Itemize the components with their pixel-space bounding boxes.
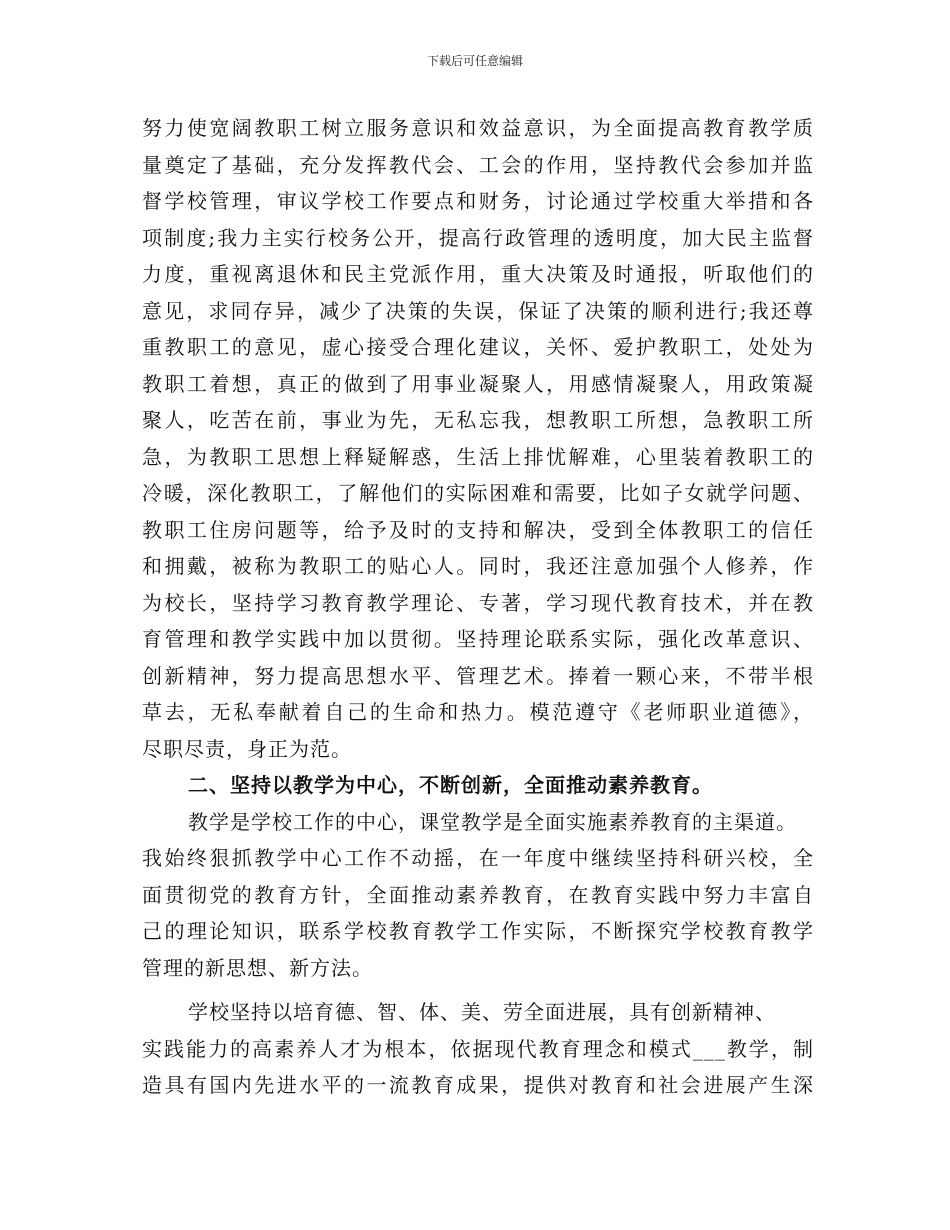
paragraph-3 [142, 994, 814, 1104]
document-body [142, 110, 814, 1104]
text-line: 冷暖，深化教职工，了解他们的实际困难和需要，比如子女就学问题、 [142, 481, 814, 505]
text-line: 教职工住房问题等，给予及时的支持和解决，受到全体教职工的信任 [142, 517, 814, 542]
text-line: 教职工着想，真正的做到了用事业凝聚人，用感情凝聚人，用政策凝 [142, 371, 814, 396]
text-line: 面贯彻党的教育方针，全面推动素养教育，在教育实践中努力丰富自 [142, 882, 814, 907]
paragraph-2 [142, 804, 814, 987]
text-line: 意见，求同存异，减少了决策的失误，保证了决策的顺利进行;我还尊 [142, 298, 814, 323]
text-line: 量奠定了基础，充分发挥教代会、工会的作用，坚持教代会参加并监 [142, 152, 814, 177]
page-header-note: 下载后可任意编辑 [426, 54, 523, 68]
text-line: 管理的新思想、新方法。 [142, 955, 373, 980]
section-heading: 二、坚持以教学为中心，不断创新，全面推动素养教育。 [188, 773, 713, 797]
text-line: 重教职工的意见，虚心接受合理化建议，关怀、爱护教职工，处处为 [142, 335, 814, 359]
text-line: 急，为教职工思想上释疑解惑，生活上排忧解难，心里装着教职工的 [142, 444, 814, 469]
paragraph-gap [142, 986, 814, 994]
text-line: 实践能力的高素养人才为根本，依据现代教育理念和模式___教学，制 [142, 1036, 814, 1061]
text-line: 聚人，吃苦在前，事业为先，无私忘我，想教职工所想，急教职工所 [142, 408, 814, 432]
text-line: 创新精神，努力提高思想水平、管理艺术。捧着一颗心来，不带半根 [142, 663, 814, 688]
text-line: 我始终狠抓教学中心工作不动摇，在一年度中继续坚持科研兴校，全 [142, 846, 814, 870]
text-line: 和拥戴，被称为教职工的贴心人。同时，我还注意加强个人修养，作 [142, 554, 814, 578]
paragraph-1 [142, 110, 814, 767]
text-line: 项制度;我力主实行校务公开，提高行政管理的透明度，加大民主监督 [142, 225, 814, 250]
text-line: 尽职尽责，身正为范。 [142, 736, 352, 761]
text-line: 督学校管理，审议学校工作要点和财务，讨论通过学校重大举措和各 [142, 189, 814, 213]
text-line: 草去，无私奉献着自己的生命和热力。模范遵守《老师职业道德》， [142, 700, 814, 724]
text-line: 力度，重视离退休和民主党派作用，重大决策及时通报，听取他们的 [142, 262, 814, 286]
text-line: 学校坚持以培育德、智、体、美、劳全面进展，具有创新精神、 [188, 1000, 776, 1024]
text-line: 为校长，坚持学习教育教学理论、专著，学习现代教育技术，并在教 [142, 590, 814, 615]
text-line: 教学是学校工作的中心，课堂教学是全面实施素养教育的主渠道。 [188, 809, 797, 834]
text-line: 努力使宽阔教职工树立服务意识和效益意识，为全面提高教育教学质 [142, 116, 814, 140]
text-line: 己的理论知识，联系学校教育教学工作实际，不断探究学校教育教学 [142, 919, 814, 943]
text-line: 造具有国内先进水平的一流教育成果，提供对教育和社会进展产生深 [142, 1073, 814, 1097]
text-line: 育管理和教学实践中加以贯彻。坚持理论联系实际，强化改革意识、 [142, 627, 814, 651]
